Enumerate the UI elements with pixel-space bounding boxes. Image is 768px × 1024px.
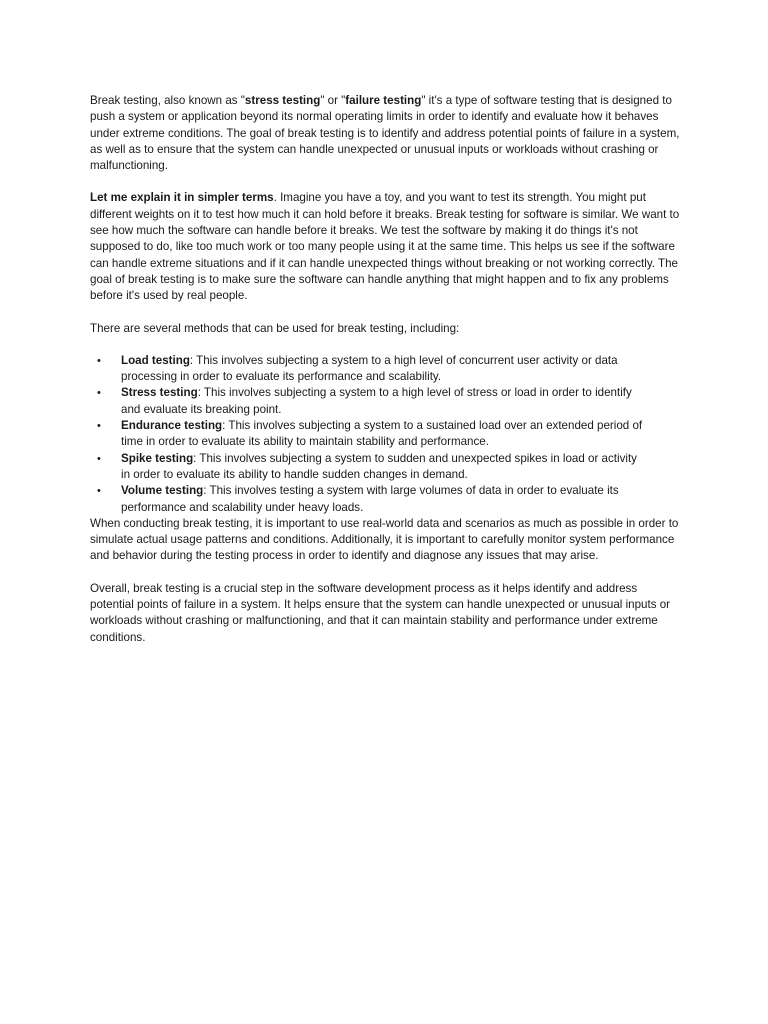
bullet-icon: • bbox=[97, 485, 101, 498]
intro-text-e: " it's a type of software testing that is designed to push a system or application beyond its normal operating limits in order to identify and evaluate how it behaves under extreme conditions. The goal of break testing is to identify and address potential points of failure in a system, as well as to ensure that the system can handle unexpected or unusual inputs or workloads without crashing or malfunctioning. bbox=[90, 94, 680, 173]
list-item bbox=[90, 483, 680, 516]
bullet-icon: • bbox=[97, 354, 101, 367]
document-body bbox=[90, 93, 680, 646]
method-desc: : This involves subjecting a system to a high level of concurrent user activity or data processing in order to evaluate its performance and scalability. bbox=[121, 353, 618, 384]
method-name: Volume testing bbox=[121, 484, 204, 498]
method-name: Endurance testing bbox=[121, 419, 223, 433]
method-desc: : This involves subjecting a system to a high level of stress or load in order to identify and evaluate its breaking point. bbox=[121, 386, 632, 416]
intro-text-c: " or " bbox=[320, 94, 346, 107]
list-item bbox=[90, 418, 680, 451]
method-name: Spike testing bbox=[121, 451, 194, 465]
bullet-icon: • bbox=[97, 387, 101, 400]
bullet-icon: • bbox=[97, 452, 101, 465]
methods-list bbox=[90, 353, 680, 516]
list-item bbox=[90, 353, 680, 386]
conducting-paragraph: When conducting break testing, it is important to use real-world data and scenarios as much as possible in order to simulate actual usage patterns and conditions. Additionally, it is important to carefully monitor system performance and behavior during the testing process in order to identify and diagnose any issues that may arise. bbox=[90, 516, 679, 563]
method-desc: : This involves subjecting a system to a sustained load over an extended period of time in order to evaluate its ability to maintain stability and performance. bbox=[121, 419, 643, 449]
simpler-lead: Let me explain it in simpler terms bbox=[90, 191, 274, 205]
method-desc: : This involves testing a system with large volumes of data in order to evaluate its performance and scalability under heavy loads. bbox=[121, 484, 619, 514]
methods-intro: There are several methods that can be used for break testing, including: bbox=[90, 321, 460, 335]
list-item bbox=[90, 385, 680, 418]
method-desc: : This involves subjecting a system to sudden and unexpected spikes in load or activity in order to evaluate its ability to handle sudden changes in demand. bbox=[121, 451, 637, 481]
simpler-paragraph bbox=[90, 190, 680, 304]
bullet-icon: • bbox=[97, 420, 101, 433]
intro-text-a: Break testing, also known as " bbox=[90, 94, 245, 107]
intro-term-stress: stress testing bbox=[244, 94, 321, 107]
list-item bbox=[90, 451, 680, 484]
intro-paragraph bbox=[90, 93, 680, 174]
overall-paragraph: Overall, break testing is a crucial step in the software development process as it helps identify and address potential points of failure in a system. It helps ensure that the system can handle unexpected or unusual inputs or workloads without crashing or malfunctioning, and that it can maintain stability and performance under extreme conditions. bbox=[90, 581, 671, 644]
method-name: Stress testing bbox=[121, 386, 198, 400]
simpler-text: . Imagine you have a toy, and you want to test its strength. You might put different weights on it to test how much it can hold before it breaks. Break testing for software is similar. We want to see how much the software can handle before it breaks. We test the software by making it do things it's not supposed to do, like too much work or too many people using it at the same time. This helps us see if the software can handle extreme situations and if it can handle unexpected things without breaking or not working correctly. The goal of break testing is to make sure the software can handle anything that might happen and to fix any problems before it's used by real people. bbox=[90, 191, 680, 303]
method-name: Load testing bbox=[121, 353, 190, 367]
intro-term-failure: failure testing bbox=[345, 94, 422, 107]
